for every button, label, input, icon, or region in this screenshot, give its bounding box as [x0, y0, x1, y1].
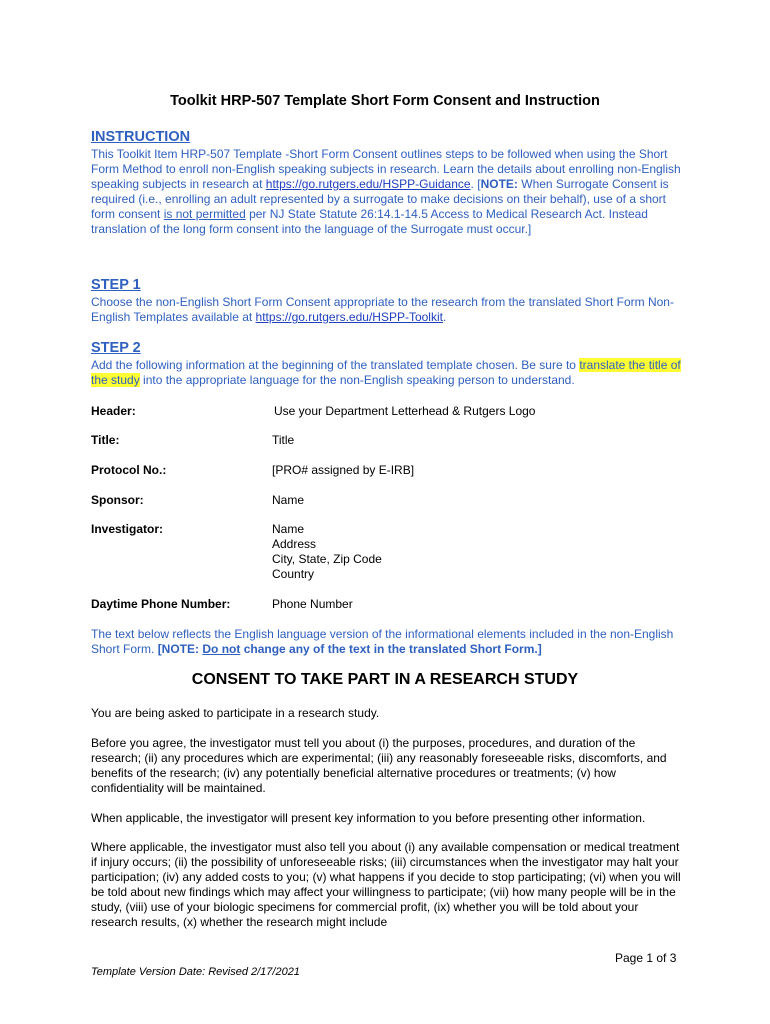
step2-heading: STEP 2	[91, 340, 141, 356]
page-number: Page 1 of 3	[615, 951, 677, 965]
english-version-note	[91, 627, 681, 657]
instruction-text-4: per NJ State Statute 26:14.1-14.5 Access to Medical Research Act. Instead translation of the long form consent into the language of the Surrogate must occur.]	[91, 207, 648, 236]
template-version-date: Template Version Date: Revised 2/17/2021	[91, 966, 300, 978]
hspp-guidance-link[interactable]: https://go.rutgers.edu/HSPP-Guidance	[265, 177, 471, 191]
consent-paragraph-1: You are being asked to participate in a research study.	[91, 706, 380, 720]
instruction-text-2: . [	[470, 177, 481, 191]
consent-paragraph-2: Before you agree, the investigator must tell you about (i) the purposes, procedures, and duration of the research; (ii) any procedures which are experimental; (iii) any reasonably foreseeable risks, discomforts, and benefits of the research; (iv) any potentially beneficial alternative procedures or treatments; (v) how confidentiality will be maintained.	[91, 736, 667, 795]
sponsor-label: Sponsor:	[91, 493, 144, 507]
phone-label: Daytime Phone Number:	[91, 597, 231, 611]
instruction-heading: INSTRUCTION	[91, 129, 191, 145]
note-bold-1: [NOTE:	[157, 642, 203, 656]
title-value: Title	[272, 433, 295, 447]
protocol-label: Protocol No.:	[91, 463, 167, 477]
investigator-name: Name	[272, 522, 305, 536]
note-bold-2: change any of the text in the translated Short Form.]	[240, 642, 542, 656]
consent-title: CONSENT TO TAKE PART IN A RESEARCH STUDY	[191, 671, 579, 688]
sponsor-value: Name	[272, 493, 305, 507]
step1-text-2: .	[442, 310, 447, 324]
instruction-paragraph	[91, 147, 681, 237]
investigator-country: Country	[272, 567, 315, 581]
title-label: Title:	[91, 433, 120, 447]
investigator-value	[272, 522, 382, 582]
step2-paragraph	[91, 358, 681, 388]
investigator-address: Address	[272, 537, 317, 551]
instruction-note-label: NOTE:	[480, 177, 518, 191]
consent-paragraph-3: When applicable, the investigator will present key information to you before presenting other information.	[91, 811, 646, 825]
step1-text-1: Choose the non-English Short Form Consent appropriate to the research from the translated Short Form Non-English Templates available at	[91, 295, 674, 324]
note-text-1: The text below reflects the English language version of the informational elements included in the non-English Short Form.	[91, 627, 674, 656]
header-label: Header:	[91, 404, 136, 418]
investigator-label: Investigator:	[91, 522, 164, 536]
step1-heading: STEP 1	[91, 277, 141, 293]
document-title: Toolkit HRP-507 Template Short Form Consent and Instruction	[170, 93, 600, 109]
instruction-text-3: When Surrogate Consent is required (i.e., enrolling an adult represented by a surrogate to make decisions on their behalf), use of a short form consent	[91, 177, 669, 221]
step2-highlight: translate the title of the study	[91, 358, 681, 387]
consent-paragraph-4: Where applicable, the investigator must also tell you about (i) any available compensation or medical treatment if injury occurs; (ii) the possibility of unforeseeable risks; (iii) circumstances when the investigator may halt your participation; (iv) any added costs to you; (v) what happens if you decide to stop participating; (vi) when you will be told about new findings which may affect your willingness to participate; (vii) how many people will be in the study, (viii) use of your biologic specimens for commercial profit, (ix) whether you will be told about your research results, (x) whether the research might include	[91, 840, 681, 929]
phone-value: Phone Number	[272, 597, 353, 611]
step2-text-2: into the appropriate language for the non-English speaking person to understand.	[139, 373, 575, 387]
hspp-toolkit-link[interactable]: https://go.rutgers.edu/HSPP-Toolkit	[255, 310, 443, 324]
protocol-value: [PRO# assigned by E-IRB]	[272, 463, 415, 477]
header-value: Use your Department Letterhead & Rutgers Logo	[274, 404, 536, 418]
instruction-text-1: This Toolkit Item HRP-507 Template -Short Form Consent outlines steps to be followed when using the Short Form Method to enroll non-English speaking subjects in research. Learn the details about enrolling non-English speaking subjects in research at	[91, 147, 681, 191]
not-permitted-text: is not permitted	[163, 207, 246, 221]
step2-text-1: Add the following information at the beginning of the translated template chosen. Be sure to	[91, 358, 580, 372]
step1-paragraph	[91, 295, 681, 325]
investigator-city: City, State, Zip Code	[272, 552, 382, 566]
note-do-not: Do not	[202, 642, 241, 656]
